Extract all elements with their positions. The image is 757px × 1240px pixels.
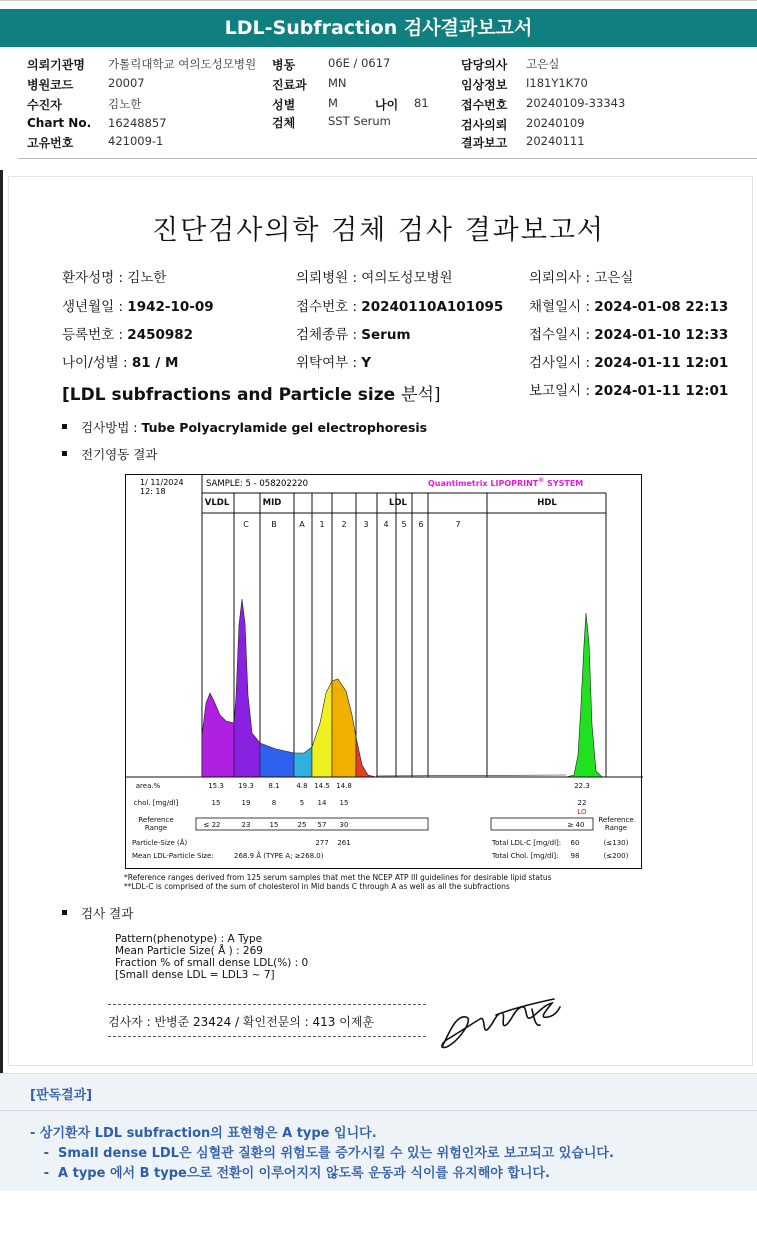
info-label: 접수번호 — [461, 98, 508, 112]
field-key: 위탁여부 : — [296, 355, 362, 371]
bullet-icon — [62, 451, 67, 456]
divider — [0, 1110, 757, 1111]
chol-value: 15 — [211, 799, 221, 807]
band-label: C — [243, 520, 249, 529]
band-label: 4 — [383, 520, 389, 529]
field-reg-no — [62, 323, 193, 343]
info-value: 06E / 0617 — [328, 56, 391, 70]
area-ldl-1 — [312, 681, 332, 777]
ref-value: 25 — [297, 821, 307, 829]
bullet-icon — [62, 424, 67, 429]
row-label-mean: Mean LDL-Particle Size: — [132, 852, 214, 860]
band-label: 6 — [418, 520, 424, 529]
chart-areas — [202, 599, 602, 777]
group-label-mid: MID — [262, 498, 282, 508]
left-frame-bar — [0, 170, 3, 1190]
result-fraction: Fraction % of small dense LDL(%) : 0 — [115, 957, 309, 969]
brand-sup: ® — [538, 477, 545, 484]
row-label-ref: Range — [144, 824, 168, 832]
field-report-dt — [529, 379, 728, 399]
field-value: 81 / M — [131, 355, 179, 371]
row-label-chol: chol. [mg/dl] — [133, 799, 179, 807]
area-ldl-2 — [332, 679, 356, 777]
info-value: I181Y1K70 — [526, 76, 588, 90]
band-label: 2 — [341, 520, 347, 529]
total-chol-label: Total Chol. [mg/dl]: — [492, 852, 559, 860]
area-ldl-3 — [356, 737, 376, 777]
area-value: 4.8 — [296, 782, 308, 790]
page-title: LDL-Subfraction 검사결과보고서 — [0, 9, 757, 47]
info-value: 421009-1 — [108, 134, 164, 148]
band-label: 5 — [401, 520, 407, 529]
group-label-vldl: VLDL — [204, 498, 230, 508]
ref-value: 23 — [241, 821, 251, 829]
band-label: B — [271, 520, 277, 529]
electro-label: 전기영동 결과 — [81, 447, 158, 462]
band-label: 3 — [363, 520, 369, 529]
result-pattern: Pattern(phenotype) : A Type — [115, 933, 263, 945]
total-ldl-ref: (≤130) — [603, 839, 629, 847]
particle-size: 261 — [337, 839, 351, 847]
field-value: Y — [361, 355, 372, 371]
note-line: **LDL-C is comprised of the sum of cholesterol in Mid bands C through A as well as all the subfractions — [124, 882, 510, 891]
row-label-ref: Reference — [138, 816, 174, 824]
field-value: 여의도성모병원 — [361, 270, 453, 286]
row-label-psize: Particle-Size (Å) — [132, 839, 188, 847]
field-hospital — [296, 266, 453, 286]
chol-value-hdl: 22 — [577, 799, 587, 807]
chart-brand — [428, 477, 583, 488]
divider — [18, 158, 757, 159]
divider-dashed — [108, 1036, 426, 1037]
band-label: 7 — [455, 520, 461, 529]
area-value: 8.1 — [268, 782, 280, 790]
info-value: 가톨릭대학교 여의도성모병원 — [108, 57, 257, 71]
info-value: 20240111 — [526, 134, 585, 148]
ref-label-right: Range — [604, 824, 628, 832]
info-value: 16248857 — [108, 116, 167, 130]
info-value: 20007 — [108, 76, 145, 90]
info-label: 임상정보 — [461, 78, 508, 92]
group-label-ldl: LDL — [389, 498, 407, 508]
area-hdl — [566, 613, 602, 777]
field-value: 2024-01-11 12:01 — [594, 355, 729, 371]
info-value: 20240109-33343 — [526, 96, 626, 110]
field-key: 접수번호 : — [296, 299, 362, 315]
field-key: 의뢰의사 : — [529, 270, 595, 286]
result-line — [62, 904, 133, 922]
particle-size: 277 — [315, 839, 329, 847]
band-label: A — [299, 520, 305, 529]
field-collect-dt — [529, 295, 728, 315]
interpretation-title: [판독결과] — [30, 1088, 93, 1103]
field-key: 나이/성별 : — [62, 355, 132, 371]
report-title: 진단검사의학 검체 검사 결과보고서 — [152, 215, 605, 246]
field-receipt-dt — [529, 323, 728, 343]
interpretation-line: - Small dense LDL은 심혈관 질환의 위험도를 증가시킬 수 있는 위험인자로 보고되고 있습니다. — [30, 1146, 614, 1161]
field-test-dt — [529, 351, 728, 371]
info-value: 김노한 — [108, 97, 142, 111]
field-key: 생년월일 : — [62, 299, 128, 315]
info-value: MN — [328, 76, 347, 90]
total-ldl-label: Total LDL-C [mg/dl]: — [492, 839, 562, 847]
ref-value-hdl: ≥ 40 — [567, 821, 585, 829]
info-label: 병동 — [272, 58, 296, 72]
info-value: 20240109 — [526, 116, 585, 130]
field-value: Serum — [361, 327, 411, 343]
baseline-trace — [376, 775, 566, 776]
info-label: 고유번호 — [27, 136, 74, 150]
area-mid-a — [294, 747, 312, 777]
info-label: 수진자 — [27, 98, 62, 112]
total-chol-ref: (≤200) — [603, 852, 629, 860]
field-key: 검체종류 : — [296, 327, 362, 343]
lipoprint-chart — [125, 474, 642, 869]
chol-value: 14 — [317, 799, 327, 807]
field-birth — [62, 295, 214, 315]
total-chol-value: 98 — [570, 852, 580, 860]
ref-value: 30 — [339, 821, 349, 829]
field-value: 2024-01-10 12:33 — [594, 327, 729, 343]
interpretation-line: - A type 에서 B type으로 전환이 이루어지지 않도록 운동과 식이를 유지해야 합니다. — [30, 1166, 550, 1181]
mean-size-value: 268.9 Å (TYPE A; ≥268.0) — [234, 852, 324, 860]
field-value: 20240110A101095 — [361, 299, 504, 315]
note-line: *Reference ranges derived from 125 serum samples that met the NCEP ATP III guidelines for desirable lipid status — [124, 873, 552, 882]
field-doctor — [529, 266, 633, 286]
info-value: SST Serum — [328, 114, 391, 128]
chol-value: 15 — [339, 799, 349, 807]
bullet-icon — [62, 910, 67, 915]
field-key: 등록번호 : — [62, 327, 128, 343]
field-specimen — [296, 323, 411, 343]
row-label-area: area.% — [135, 782, 161, 790]
handwritten-signature — [436, 995, 566, 1059]
hdl-low-flag: LO — [577, 808, 587, 816]
patient-info-grid — [0, 52, 757, 152]
info-label: 나이 — [375, 98, 399, 112]
field-value: 2450982 — [127, 327, 194, 343]
info-label: 검체 — [272, 116, 296, 130]
ref-value: 15 — [269, 821, 279, 829]
chart-sample: SAMPLE: 5 - 058202220 — [206, 479, 309, 489]
area-value: 19.3 — [238, 782, 254, 790]
signature-line: 검사자 : 반병준 23424 / 확인전문의 : 413 이제훈 — [108, 1015, 375, 1029]
analysis-heading — [62, 380, 441, 405]
info-value: 81 — [414, 96, 429, 110]
area-value: 14.5 — [314, 782, 330, 790]
info-label: 의뢰기관명 — [27, 58, 85, 72]
analysis-heading-en: [LDL subfractions and Particle size — [62, 385, 402, 405]
chol-value: 19 — [241, 799, 251, 807]
info-label: 검사의뢰 — [461, 118, 508, 132]
electro-line — [62, 445, 157, 463]
result-note: [Small dense LDL = LDL3 ~ 7] — [115, 969, 275, 981]
interpretation-panel — [0, 1073, 757, 1191]
field-value: 2024-01-11 12:01 — [594, 383, 729, 399]
analysis-heading-kr: 분석] — [401, 385, 441, 405]
field-value: 2024-01-08 22:13 — [594, 299, 729, 315]
info-value: 고은실 — [526, 57, 560, 71]
chart-date: 1/ 11/2024 — [140, 478, 184, 487]
field-key: 접수일시 : — [529, 327, 595, 343]
field-key: 검사일시 : — [529, 355, 595, 371]
chart-notes — [124, 873, 552, 891]
area-value: 15.3 — [208, 782, 224, 790]
field-outsourced — [296, 351, 371, 371]
result-mean-size: Mean Particle Size( Å ) : 269 — [115, 945, 263, 957]
area-value: 14.8 — [336, 782, 352, 790]
field-patient — [62, 266, 166, 286]
divider-dashed — [108, 1004, 426, 1005]
field-value: 고은실 — [594, 270, 634, 286]
field-receipt-no — [296, 295, 503, 315]
area-mid-c — [234, 599, 260, 777]
info-label: 결과보고 — [461, 136, 508, 150]
area-vldl — [202, 693, 234, 777]
field-value: 김노한 — [127, 270, 167, 286]
field-value: 1942-10-09 — [127, 299, 214, 315]
ref-value: 57 — [317, 821, 327, 829]
info-value: M — [328, 96, 338, 110]
chart-table — [126, 777, 643, 860]
field-key: 환자성명 : — [62, 270, 128, 286]
interpretation-line: - 상기환자 LDL subfraction의 표현형은 A type 입니다. — [30, 1126, 377, 1141]
field-key: 보고일시 : — [529, 383, 595, 399]
result-label: 검사 결과 — [81, 906, 134, 921]
chol-value: 5 — [299, 799, 305, 807]
info-label: 성별 — [272, 98, 296, 112]
brand-text: Quantimetrix LIPOPRINT — [428, 479, 539, 488]
info-label: 담당의사 — [461, 58, 508, 72]
total-ldl-value: 60 — [570, 839, 580, 847]
brand-sys: SYSTEM — [544, 479, 584, 488]
field-key: 채혈일시 : — [529, 299, 595, 315]
area-mid-b — [260, 743, 294, 777]
field-age-sex — [62, 351, 178, 371]
info-label: 병원코드 — [27, 78, 74, 92]
chart-grid — [202, 493, 606, 777]
info-label: 진료과 — [272, 78, 307, 92]
ref-label-right: Reference — [598, 816, 634, 824]
report-section — [0, 170, 757, 1070]
band-label: 1 — [319, 520, 325, 529]
area-value-hdl: 22.3 — [574, 782, 590, 790]
ref-value: ≤ 22 — [203, 821, 221, 829]
chart-time: 12: 18 — [140, 487, 166, 496]
chart-svg — [126, 475, 643, 870]
ref-box-ldl — [196, 818, 428, 830]
method-value: Tube Polyacrylamide gel electrophoresis — [141, 420, 428, 435]
method-line — [62, 418, 427, 436]
chol-value: 8 — [271, 799, 277, 807]
top-border — [0, 0, 757, 6]
result-text — [115, 933, 308, 981]
info-label: Chart No. — [27, 116, 92, 130]
group-label-hdl: HDL — [537, 498, 557, 508]
method-label: 검사방법 : — [81, 420, 142, 435]
field-key: 의뢰병원 : — [296, 270, 362, 286]
